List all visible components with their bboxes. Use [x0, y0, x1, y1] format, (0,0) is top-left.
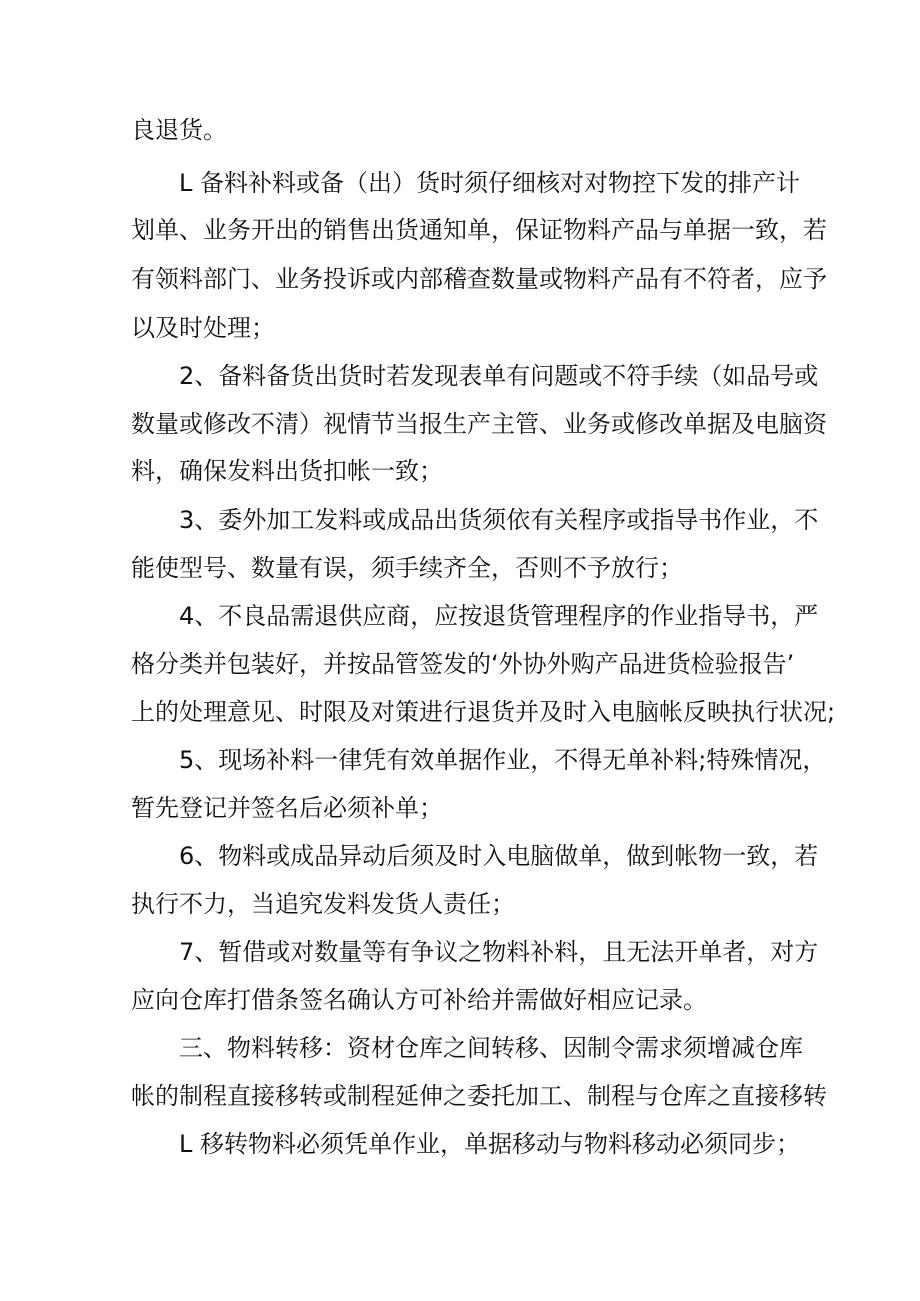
paragraph-4-line-1: 格分类并包装好，并按品管签发的‘外协外购产品进货检验报告’ [131, 650, 795, 678]
paragraph-6-line-1: 执行不力，当追究发料发货人责任； [131, 890, 515, 918]
paragraph-3-line-1: 能使型号、数量有误，须手续齐全，否则不予放行； [131, 554, 683, 582]
paragraph-2-line-1: 数量或修改不清）视情节当报生产主管、业务或修改单据及电脑资 [131, 410, 827, 438]
paragraph-0-line-0: 良退货。 [131, 116, 227, 144]
paragraph-8-line-0: 三、物料转移：资材仓库之间转移、因制令需求须增减仓库 [179, 1034, 803, 1062]
paragraph-1-line-2: 有领料部门、业务投诉或内部稽查数量或物料产品有不符者，应予 [131, 265, 827, 293]
paragraph-2-line-2: 料，确保发料出货扣帐一致； [131, 457, 443, 485]
paragraph-7-line-0: 7、暂借或对数量等有争议之物料补料，且无法开单者，对方 [179, 938, 819, 966]
paragraph-1-line-1: 划单、业务开出的销售出货通知单，保证物料产品与单据一致，若 [131, 216, 827, 244]
paragraph-9-line-0: L 移转物料必须凭单作业，单据移动与物料移动必须同步； [179, 1130, 800, 1158]
paragraph-3-line-0: 3、委外加工发料或成品出货须依有关程序或指导书作业，不 [179, 506, 819, 534]
paragraph-1-line-0: L 备料补料或备（出）货时须仔细核对对物控下发的排产计 [179, 169, 800, 197]
paragraph-8-line-1: 帐的制程直接移转或制程延伸之委托加工、制程与仓库之直接移转 [131, 1082, 827, 1110]
paragraph-4-line-0: 4、不良品需退供应商，应按退货管理程序的作业指导书，严 [179, 602, 819, 630]
paragraph-2-line-0: 2、备料备货出货时若发现表单有问题或不符手续（如品号或 [179, 362, 819, 390]
paragraph-4-line-2: 上的处理意见、时限及对策进行退货并及时入电脑帐反映执行状况; [131, 698, 836, 726]
paragraph-1-line-3: 以及时处理； [131, 314, 275, 342]
paragraph-6-line-0: 6、物料或成品异动后须及时入电脑做单，做到帐物一致，若 [179, 842, 819, 870]
paragraph-5-line-0: 5、现场补料一律凭有效单据作业，不得无单补料;特殊情况， [179, 746, 827, 774]
paragraph-5-line-1: 暂先登记并签名后必须补单； [131, 794, 443, 822]
paragraph-7-line-1: 应向仓库打借条签名确认方可补给并需做好相应记录。 [131, 986, 707, 1014]
